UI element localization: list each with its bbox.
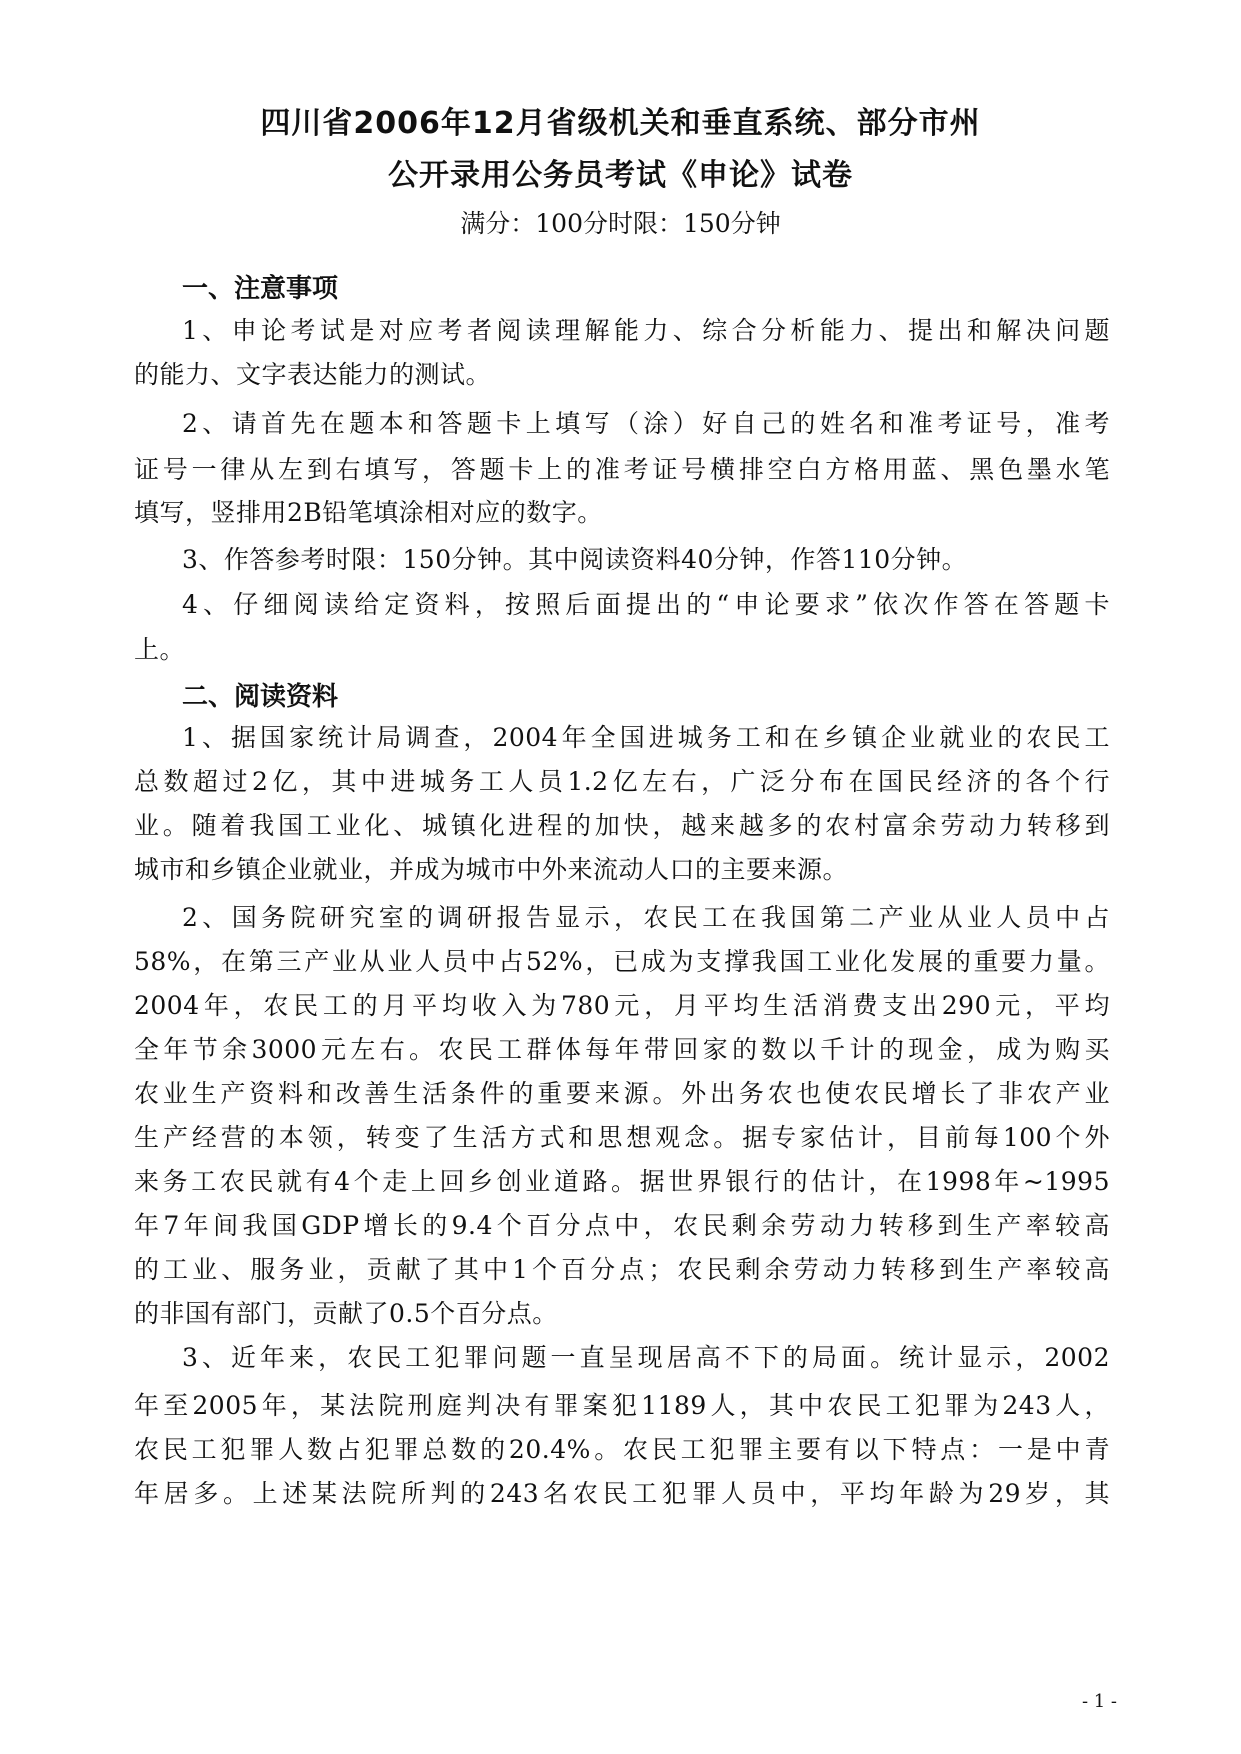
material-line: 生产经营的本领，转变了生活方式和思想观念。据专家估计，目前每100个外	[134, 1123, 1110, 1152]
material-line: 的非国有部门，贡献了0.5个百分点。	[134, 1299, 558, 1328]
material-line: 总数超过2亿，其中进城务工人员1.2亿左右，广泛分布在国民经济的各个行	[134, 767, 1110, 796]
notes-line: 的能力、文字表达能力的测试。	[134, 360, 492, 389]
page-number: - 1 -	[1081, 1691, 1117, 1712]
notes-line: 4、仔细阅读给定资料，按照后面提出的“申论要求”依次作答在答题卡	[182, 590, 1110, 619]
section-heading-notes: 一、注意事项	[182, 274, 339, 304]
material-line: 年居多。上述某法院所判的243名农民工犯罪人员中，平均年龄为29岁，其	[134, 1479, 1110, 1508]
material-line: 2004年，农民工的月平均收入为780元，月平均生活消费支出290元，平均	[134, 991, 1110, 1020]
material-line: 2、国务院研究室的调研报告显示，农民工在我国第二产业从业人员中占	[182, 903, 1110, 932]
notes-line: 2、请首先在题本和答题卡上填写（涂）好自己的姓名和准考证号，准考	[182, 409, 1110, 438]
material-line: 业。随着我国工业化、城镇化进程的加快，越来越多的农村富余劳动力转移到	[134, 811, 1110, 840]
notes-line: 证号一律从左到右填写，答题卡上的准考证号横排空白方格用蓝、黑色墨水笔	[134, 455, 1110, 484]
notes-line: 填写，竖排用2B铅笔填涂相对应的数字。	[134, 498, 603, 527]
material-line: 58%，在第三产业从业人员中占52%，已成为支撑我国工业化发展的重要力量。	[134, 947, 1110, 976]
material-line: 全年节余3000元左右。农民工群体每年带回家的数以千计的现金，成为购买	[134, 1035, 1110, 1064]
material-line: 年至2005年，某法院刑庭判决有罪案犯1189人，其中农民工犯罪为243人，	[134, 1391, 1110, 1420]
exam-score-time-info: 满分：100分时限：150分钟	[460, 209, 781, 238]
material-line: 的工业、服务业，贡献了其中1个百分点；农民剩余劳动力转移到生产率较高	[134, 1255, 1110, 1284]
material-line: 城市和乡镇企业就业，并成为城市中外来流动人口的主要来源。	[134, 855, 849, 884]
document-title-line-1: 四川省2006年12月省级机关和垂直系统、部分市州	[260, 106, 981, 141]
material-line: 1、据国家统计局调查，2004年全国进城务工和在乡镇企业就业的农民工	[182, 723, 1110, 752]
material-line: 来务工农民就有4个走上回乡创业道路。据世界银行的估计，在1998年~1995	[134, 1167, 1110, 1196]
notes-line: 上。	[134, 635, 186, 664]
notes-line: 3、作答参考时限：150分钟。其中阅读资料40分钟，作答110分钟。	[182, 545, 968, 574]
material-line: 年7年间我国GDP增长的9.4个百分点中，农民剩余劳动力转移到生产率较高	[134, 1211, 1110, 1240]
material-line: 农业生产资料和改善生活条件的重要来源。外出务农也使农民增长了非农产业	[134, 1079, 1110, 1108]
notes-line: 1、申论考试是对应考者阅读理解能力、综合分析能力、提出和解决问题	[182, 316, 1110, 345]
document-title-line-2: 公开录用公务员考试《申论》试卷	[388, 158, 853, 193]
section-heading-reading-materials: 二、阅读资料	[182, 682, 339, 712]
material-line: 农民工犯罪人数占犯罪总数的20.4%。农民工犯罪主要有以下特点：一是中青	[134, 1435, 1110, 1464]
material-line: 3、近年来，农民工犯罪问题一直呈现居高不下的局面。统计显示，2002	[182, 1343, 1110, 1372]
